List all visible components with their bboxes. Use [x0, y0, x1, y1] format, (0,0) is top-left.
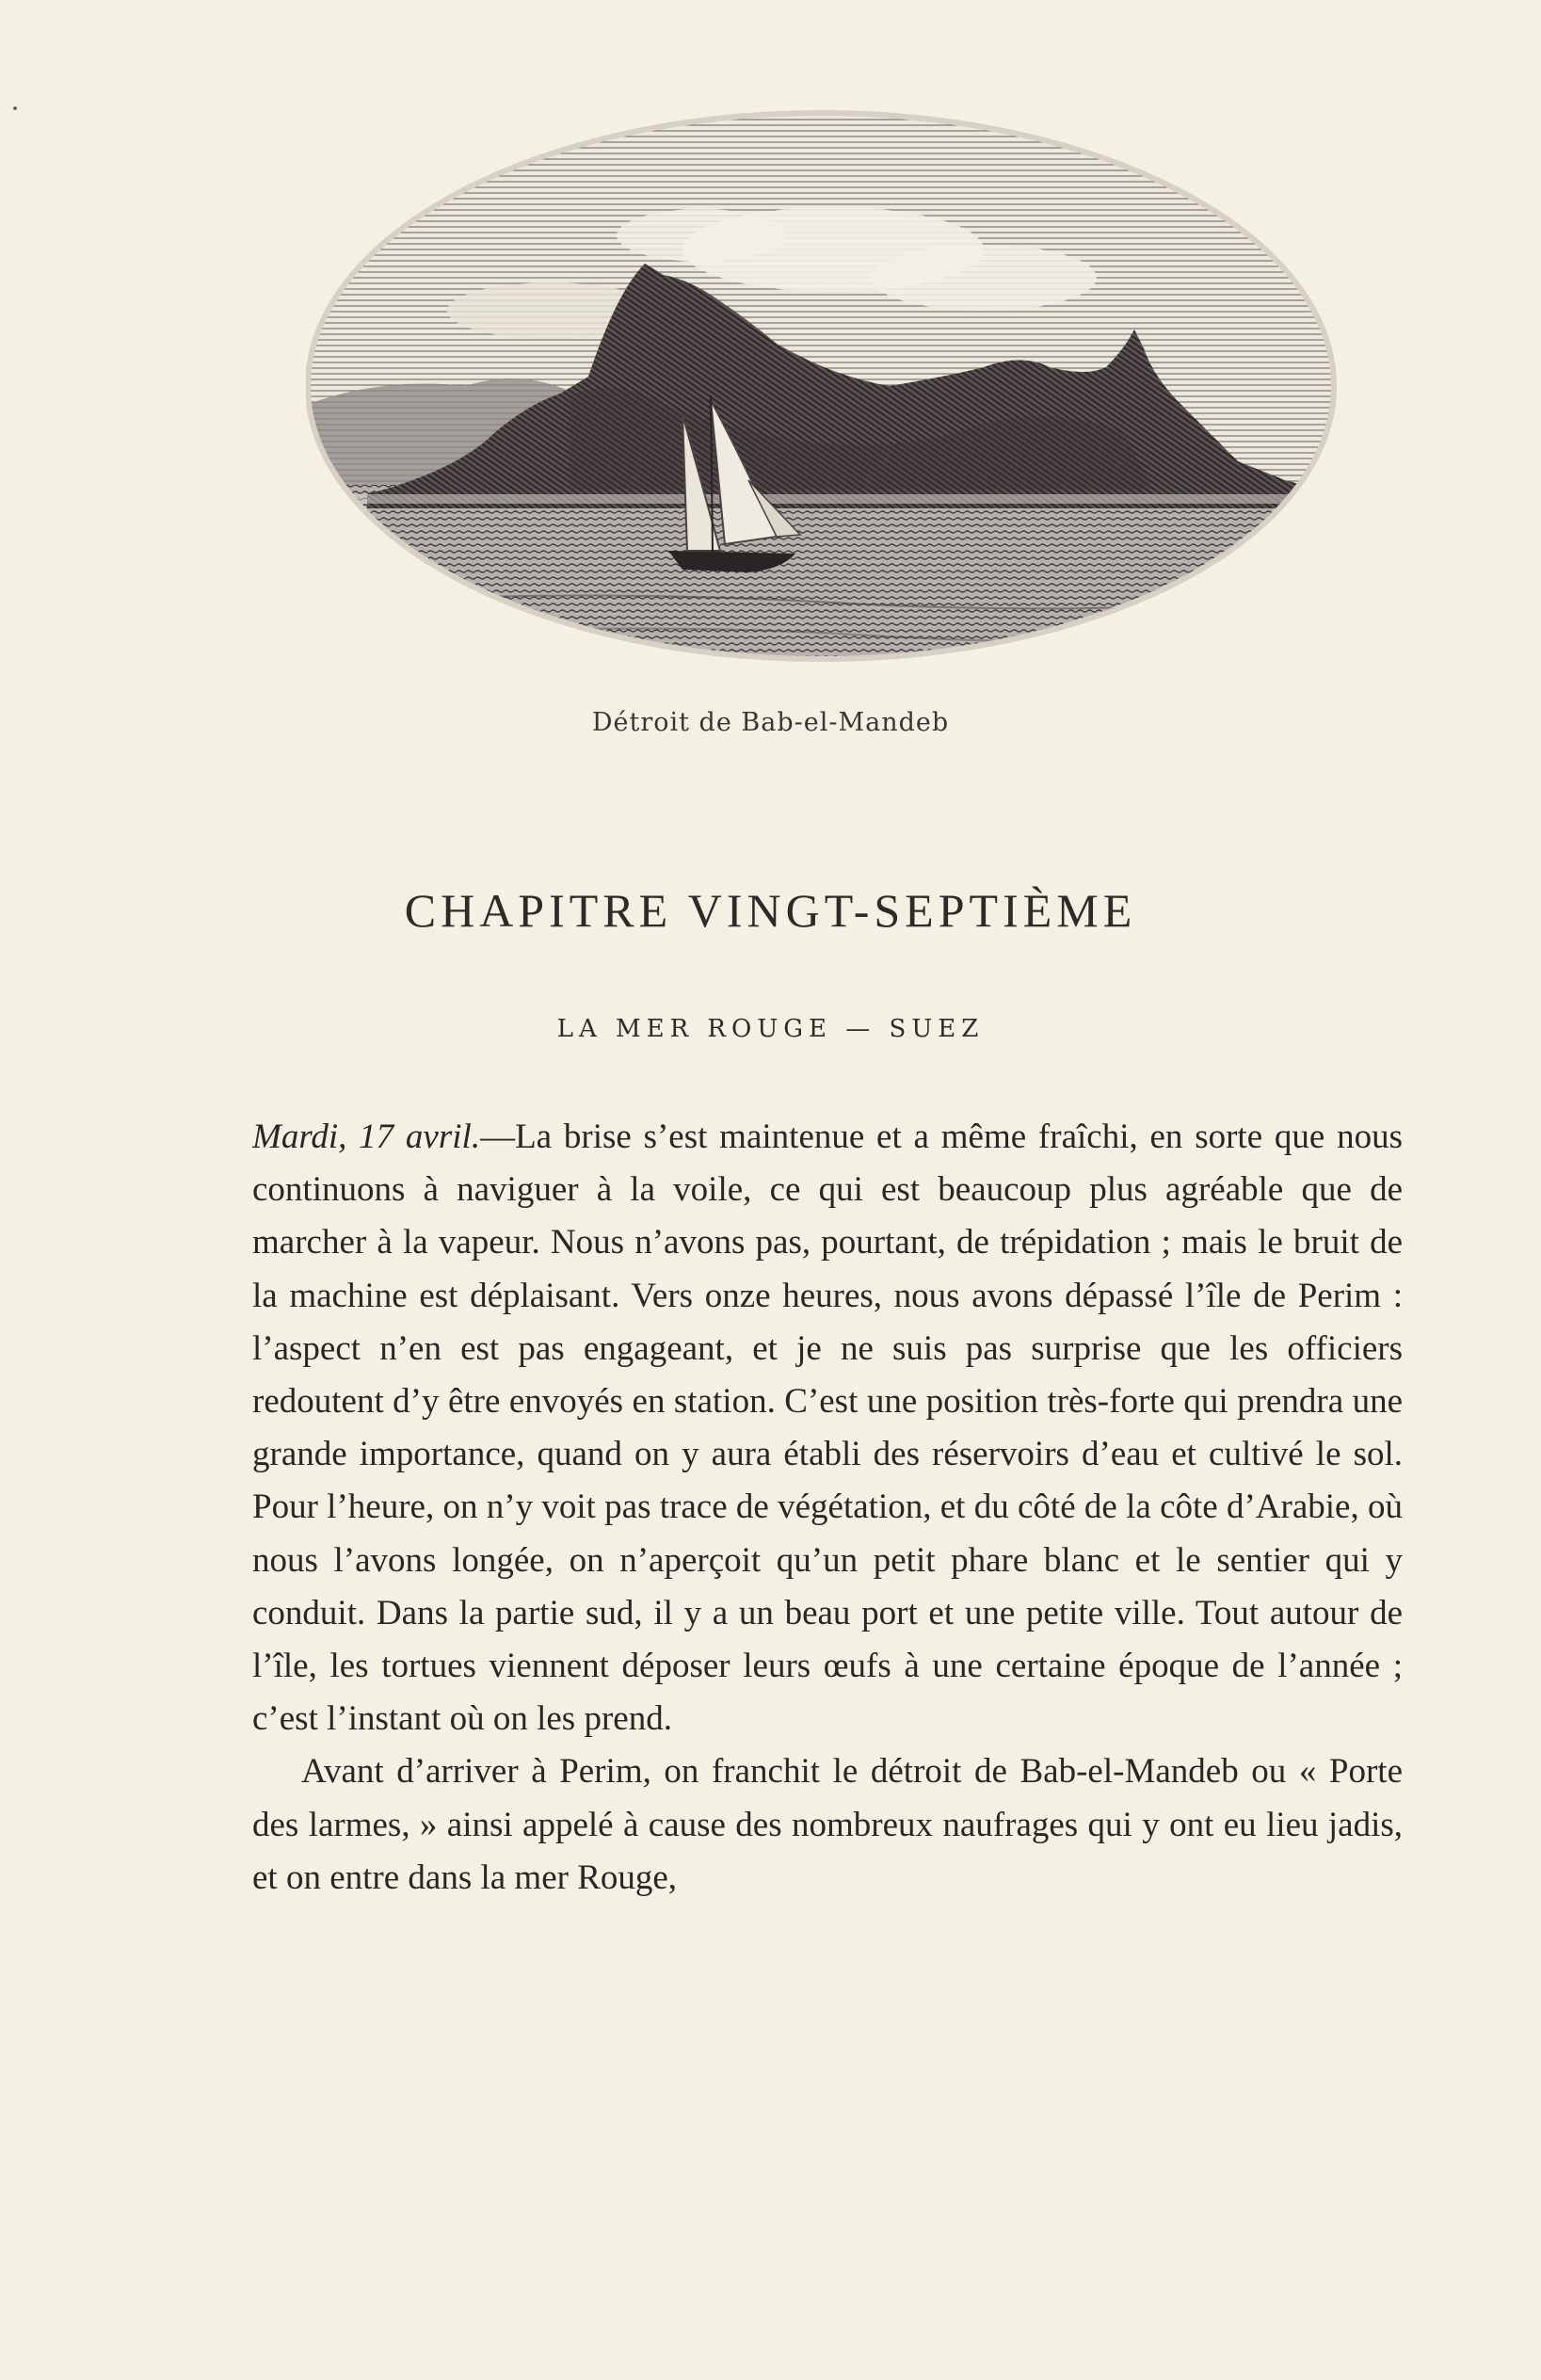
- body-text: [252, 1111, 1403, 1905]
- paragraph-1-text: —La brise s’est maintenue et a même fraîchi, en sorte que nous continuons à naviguer à la voile, ce qui est beaucoup plus agréable que de marcher à la vapeur. Nous n’avons pas, pourtant, de trépidation ; mais le bruit de la machine est déplaisant. Vers onze heures, nous avons dépassé l’île de Perim : l’aspect n’en est pas engageant, et je ne suis pas surprise que les officiers redoutent d’y être envoyés en station. C’est une position très-forte qui prendra une grande importance, quand on y aura établi des réservoirs d’eau et cultivé le sol. Pour l’heure, on n’y voit pas trace de végétation, et du côté de la côte d’Arabie, où nous l’avons longée, on n’aperçoit qu’un petit phare blanc et le sentier qui y conduit. Dans la partie sud, il y a un beau port et une petite ville. Tout autour de l’île, les tortues viennent déposer leurs œufs à une certaine époque de l’année ; c’est l’instant où on les prend.: [252, 1118, 1403, 1739]
- engraving-illustration: [306, 94, 1337, 683]
- chapter-title: CHAPITRE VINGT-SEPTIÈME: [404, 884, 1137, 937]
- illustration-caption: Détroit de Bab-el-Mandeb: [591, 708, 950, 737]
- chapter-subtitle: LA MER ROUGE — SUEZ: [556, 1015, 985, 1043]
- dateline: Mardi, 17 avril.: [252, 1118, 481, 1156]
- paragraph-1: [252, 1111, 1403, 1745]
- paragraph-2: Avant d’arriver à Perim, on franchit le détroit de Bab-el-Mandeb ou « Porte des larmes, » ainsi appelé à cause des nombreux naufrages qui y ont eu lieu jadis, et on entre dans la mer Rouge,: [252, 1752, 1403, 1897]
- page-speck: [13, 106, 17, 110]
